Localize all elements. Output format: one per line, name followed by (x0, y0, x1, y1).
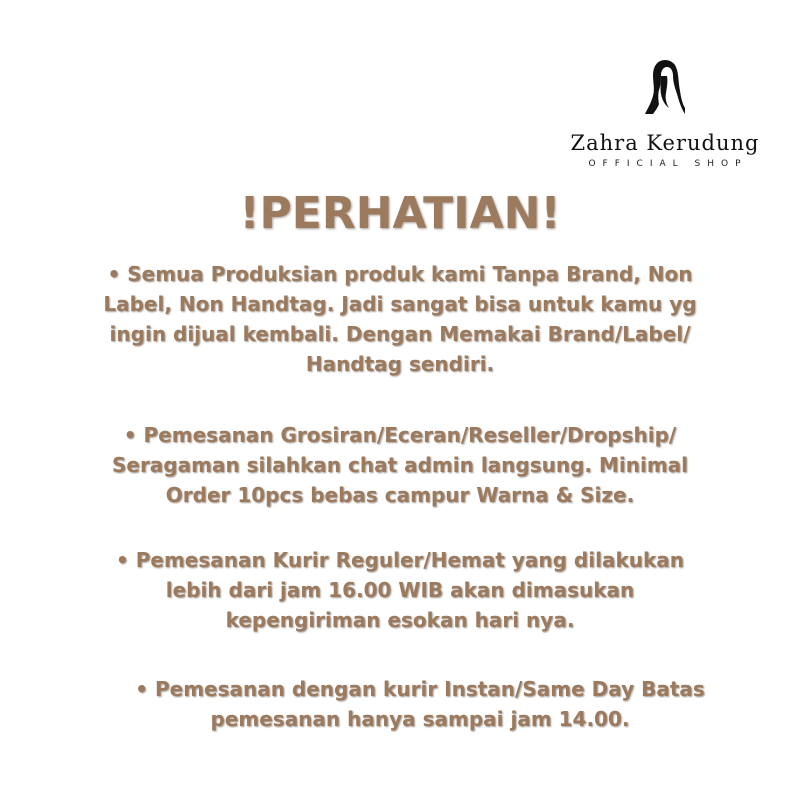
notice-order-types (80, 420, 720, 510)
notice-line: Handtag sendiri. (305, 352, 495, 376)
notice-line: • Semua Produksian produk kami Tanpa Brand, Non (107, 262, 693, 286)
brand-name: Zahra Kerudung (570, 131, 760, 155)
notice-line: Label, Non Handtag. Jadi sangat bisa untuk kamu yg (103, 292, 697, 316)
notice-line: • Pemesanan Grosiran/Eceran/Reseller/Dropship/ (123, 423, 677, 447)
notice-line: • Pemesanan dengan kurir Instan/Same Day Batas (135, 677, 705, 701)
notice-line: kepengiriman esokan hari nya. (225, 608, 575, 632)
notice-line: Seragaman silahkan chat admin langsung. Minimal (111, 453, 689, 477)
notice-line: Order 10pcs bebas campur Warna & Size. (165, 483, 635, 507)
hijab-woman-silhouette-icon (644, 58, 686, 116)
brand-tagline: OFFICIAL SHOP (588, 159, 748, 169)
notice-line: lebih dari jam 16.00 WIB akan dimasukan (165, 578, 635, 602)
notice-no-brand (80, 259, 720, 379)
notice-line: • Pemesanan Kurir Reguler/Hemat yang dilakukan (115, 548, 685, 572)
notice-instant-courier (100, 674, 740, 734)
page-title: !PERHATIAN! (239, 188, 561, 239)
notice-line: pemesanan hanya sampai jam 14.00. (210, 707, 630, 731)
notice-regular-courier (80, 545, 720, 635)
notice-line: ingin dijual kembali. Dengan Memakai Brand/Label/ (109, 322, 691, 346)
brand-header (560, 58, 770, 169)
